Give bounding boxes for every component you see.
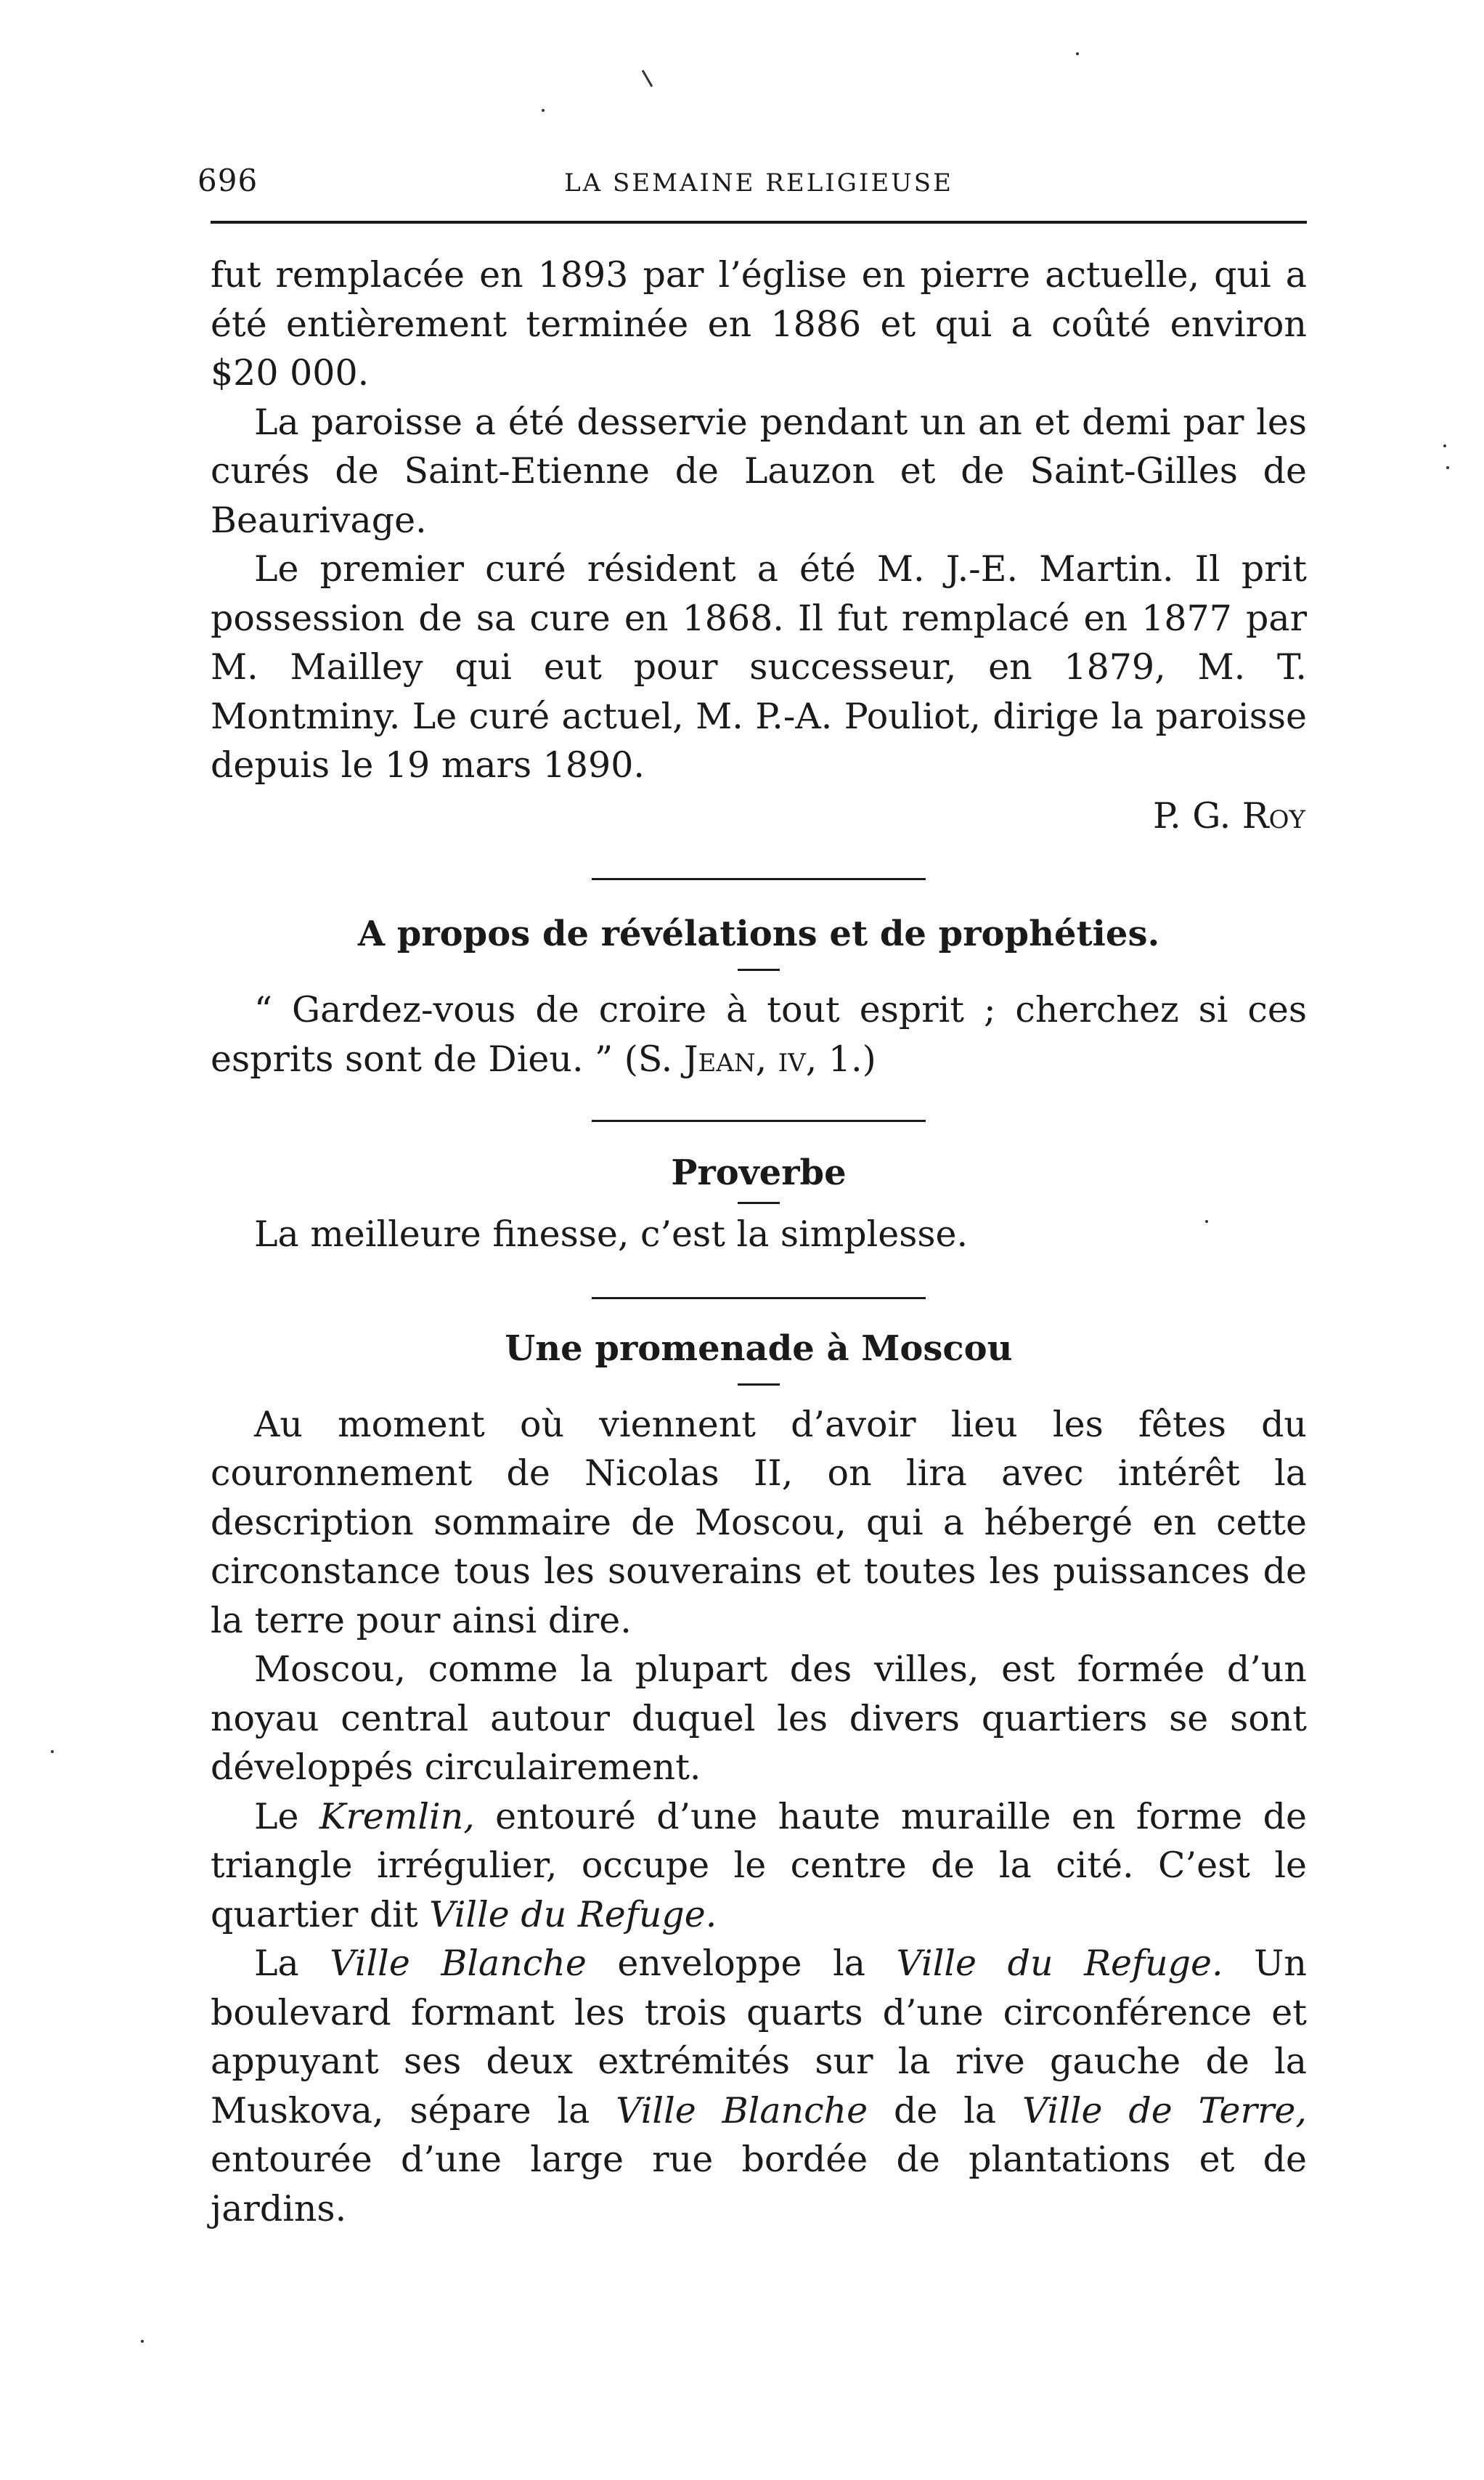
journal-title: LA SEMAINE RELIGIEUSE [564,168,953,198]
running-head [197,145,1307,198]
page-number: 696 [197,163,258,198]
italic-term: Ville du Refuge. [896,1943,1223,1984]
quotation-source: (S. Jean, iv, 1.) [624,1038,876,1080]
italic-term: Ville Blanche [330,1943,587,1984]
author-signature: P. G. Roy [1153,794,1305,837]
paragraph: Au moment où viennent d’avoir lieu les fêtes du couronnement de Nicolas II, on lira avec intérêt la description sommaire de Moscou, qui a hébergé en cette circonstance tous les souverains et toutes les puissances de la terre pour ainsi dire. [211,1403,1307,1641]
paragraph [211,1792,1307,1940]
scan-speck [1443,444,1446,447]
scan-speck [642,70,653,87]
paragraph: Le premier curé résident a été M. J.-E. Martin. Il prit possession de sa cure en 1868. Il fut remplacé en 1877 par M. Mailley qui eut pour successeur, en 1879, M. T. Montminy. Le curé actuel, M. P.-A. Pouliot, dirige la paroisse depuis le 19 mars 1890. [211,548,1307,786]
italic-term: Ville du Refuge. [429,1893,717,1935]
paragraph [211,1939,1307,2233]
scan-speck [51,1750,54,1753]
scan-speck [141,2340,144,2343]
article-moscow [211,1327,1307,2234]
text-run: de la [868,2089,1023,2131]
article-parish-history [211,251,1307,840]
section-heading: Proverbe [671,1152,847,1193]
heading-dash [738,969,780,971]
paragraph: La paroisse a été desservie pendant un an et demi par les curés de Saint-Etienne de Lauzon et de Saint-Gilles de Beaurivage. [211,401,1307,541]
section-separator [592,878,926,880]
text-run: entourée d’une large rue bordée de plantations et de jardins. [211,2139,1307,2229]
italic-term: Ville Blanche [616,2089,868,2131]
section-separator [592,1120,926,1122]
heading-dash [738,1202,780,1204]
scan-speck [1076,52,1079,55]
quotation-text: “ Gardez-vous de croire à tout esprit ; cherchez si ces esprits sont de Dieu. ” [211,989,1307,1080]
text-run: Un boulevard formant les trois quarts d’une circonférence et appuyant ses deux extrémités sur la rive gauche de la Muskova, sépare la [211,1943,1307,2131]
paragraph: fut remplacée en 1893 par l’église en pierre actuelle, qui a été entièrement terminée en 1886 et qui a coûté environ $20 000. [211,254,1307,394]
text-run: Le [254,1795,319,1837]
text-run: entouré d’une haute muraille en forme de triangle irrégulier, occupe le centre de la cité. C’est le quartier dit [211,1795,1307,1935]
quotation [211,985,1307,1084]
section-separator [592,1297,926,1299]
article-revelations [211,912,1307,1084]
heading-dash [738,1383,780,1386]
scan-speck [1446,466,1449,469]
page-body [211,251,1307,2233]
section-heading: Une promenade à Moscou [505,1328,1013,1369]
italic-term: Ville de Terre, [1022,2089,1307,2131]
proverb-text: La meilleure finesse, c’est la simplesse. [254,1213,969,1255]
page [197,145,1307,2229]
paragraph: Moscou, comme la plupart des villes, est formée d’un noyau central autour duquel les divers quartiers se sont développés circulairement. [211,1648,1307,1788]
header-rule [211,221,1307,224]
text-run: enveloppe la [586,1943,897,1984]
text-run: La [254,1943,330,1984]
section-heading: A propos de révélations et de prophéties. [357,914,1160,954]
article-proverb [211,1151,1307,1259]
italic-term: Kremlin, [319,1795,475,1837]
scan-speck [542,109,545,112]
